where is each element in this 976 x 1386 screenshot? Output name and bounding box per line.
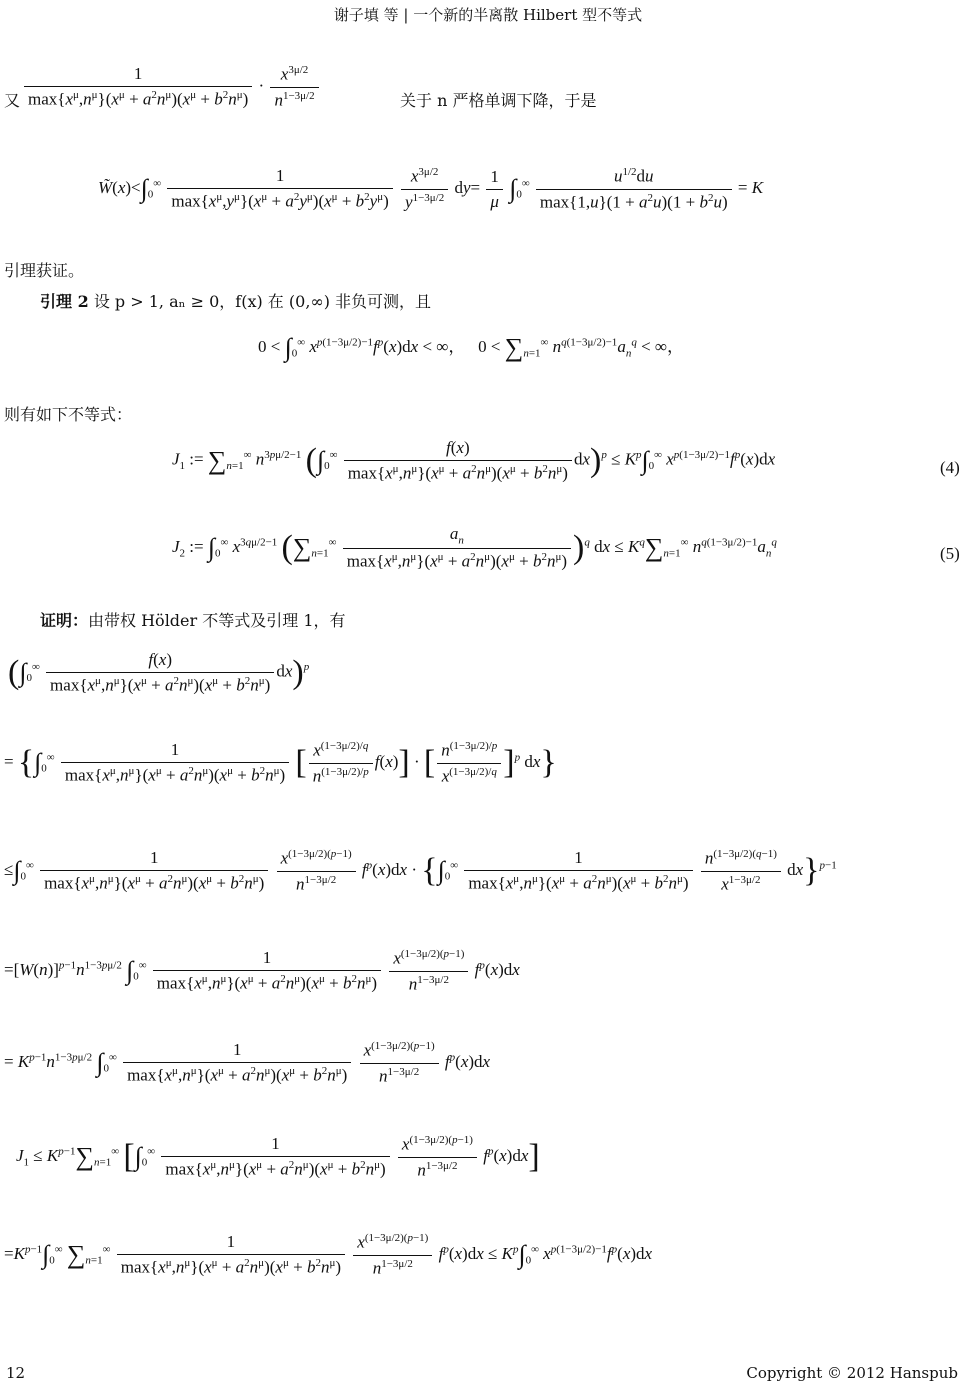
proof-step-2: = {$\int_0^\infty$ $\frac{1}{\max\{x^\mu,n^\mu\}(x^\mu + a^2n^\mu)(x^\mu + b^2n^\mu)}$ [ $\frac{x^{(1-3\mu/2)/q}}{n^{(1-3\mu/2)/p}}$ f(x)] · [ $\frac{n^{(1-3\mu/2)/p}}{x^{(1-3\mu/2)/q}}$ ]$^p$ dx} — [4, 740, 557, 786]
proof-step-6: $J_1 \le K^{p-1}\sum_{n=1}^\infty$ [$\int_0^\infty$ $\frac{1}{\max\{x^\mu,n^\mu\}(x^\mu + a^2n^\mu)(x^\mu + b^2n^\mu)}$ $\frac{x^{(1-3\mu/2)(p-1)}}{n^{1-3\mu/2}}$ $f^p(x)dx$] — [16, 1134, 540, 1180]
proof-step-5: = $K^{p-1}n^{1-3p\mu/2}$ $\int_0^\infty$ $\frac{1}{\max\{x^\mu,n^\mu\}(x^\mu + a^2n^\mu)(x^\mu + b^2n^\mu)}$ $\frac{x^{(1-3\mu/2)(p-1)}}{n^{1-3\mu/2}}$ $f^p(x)dx$ — [4, 1040, 491, 1086]
paragraph-inequalities: 则有如下不等式： — [4, 405, 133, 424]
paragraph-prefix: 又 — [4, 91, 21, 110]
paragraph-suffix: 关于 n 严格单调下降，于是 — [400, 91, 597, 110]
monotone-expression: $\frac{1}{\max\{x^\mu,n^\mu\}(x^\mu + a^2n^\mu)(x^\mu + b^2n^\mu)}$ · $\frac{x^{3\mu/2}}{n^{1-3\mu/2}}$ — [22, 64, 321, 110]
condition-inequality: $0 < \int_0^\infty$ $x^{p(1-3\mu/2)-1}f^p(x)dx$ < ∞， $0 < \sum_{n=1}^\infty$ $n^{q(1-3\mu/2)-1}a_n^q$ < ∞， — [258, 333, 685, 363]
lemma-2 — [40, 289, 431, 312]
proof-text: 由带权 Hölder 不等式及引理 1，有 — [88, 611, 346, 630]
equation-5-number: (5) — [940, 544, 960, 563]
equation-4: $J_1$ := $\sum_{n=1}^\infty$ $n^{3p\mu/2-1}$ ($\int_0^\infty$ $\frac{f(x)}{\max\{x^\mu,n^\mu\}(x^\mu + a^2n^\mu)(x^\mu + b^2n^\mu)}$ $dx)^p \le K^p\int_0^\infty$ $x^{p(1-3\mu/2)-1}f^p(x)dx$ — [172, 438, 776, 483]
copyright: Copyright © 2012 Hanspub — [746, 1364, 958, 1382]
paragraph-lemma-proved: 引理获证。 — [4, 261, 85, 280]
proof-step-3: $\le\int_0^\infty$ $\frac{1}{\max\{x^\mu,n^\mu\}(x^\mu + a^2n^\mu)(x^\mu + b^2n^\mu)}$ $\frac{x^{(1-3\mu/2)(p-1)}}{n^{1-3\mu/2}}$ $f^p(x)dx \cdot \{\int_0^\infty$ $\frac{1}{\max\{x^\mu,n^\mu\}(x^\mu + a^2n^\mu)(x^\mu + b^2n^\mu)}$ $\frac{n^{(1-3\mu/2)(q-1)}}{x^{1-3\mu/2}}$ dx}$^{p-1}$ — [4, 848, 837, 894]
lemma-2-text: 设 p > 1, aₙ ≥ 0，f(x) 在 (0,∞) 非负可测，且 — [93, 292, 432, 311]
w-equation: $W̃(x)<\int_0^\infty$ $\frac{1}{\max\{x^\mu,y^\mu\}(x^\mu + a^2y^\mu)(x^\mu + b^2y^\mu)}$ $\frac{x^{3\mu/2}}{y^{1-3\mu/2}}$ dy= $\frac{1}{\mu}$ $\int_0^\infty$ $\frac{u^{1/2}du}{\max\{1,u\}(1 + a^2u)(1 + b^2u)}$ = K — [98, 166, 764, 212]
equation-4-number: (4) — [940, 458, 960, 477]
proof-label: 证明： — [40, 611, 89, 630]
page-number: 12 — [6, 1364, 26, 1382]
proof-step-7: $=K^{p-1}\int_0^\infty$ $\sum_{n=1}^\infty$ $\frac{1}{\max\{x^\mu,n^\mu\}(x^\mu + a^2n^\mu)(x^\mu + b^2n^\mu)}$ $\frac{x^{(1-3\mu/2)(p-1)}}{n^{1-3\mu/2}}$ $f^p(x)dx \le K^p\int_0^\infty$ $x^{p(1-3\mu/2)-1}f^p(x)dx$ — [4, 1232, 653, 1278]
lemma-2-label: 引理 2 — [40, 292, 89, 311]
proof-step-4: $=[W(n)]^{p-1}n^{1-3p\mu/2}$ $\int_0^\infty$ $\frac{1}{\max\{x^\mu,n^\mu\}(x^\mu + a^2n^\mu)(x^\mu + b^2n^\mu)}$ $\frac{x^{(1-3\mu/2)(p-1)}}{n^{1-3\mu/2}}$ $f^p(x)dx$ — [4, 948, 520, 994]
running-header: 谢子填 等 | 一个新的半离散 Hilbert 型不等式 — [333, 6, 643, 24]
proof-step-1: ($\int_0^\infty$ $\frac{f(x)}{\max\{x^\mu,n^\mu\}(x^\mu + a^2n^\mu)(x^\mu + b^2n^\mu)}$ dx)$^p$ — [8, 650, 310, 695]
proof-intro — [40, 608, 346, 631]
equation-5: $J_2$ := $\int_0^\infty$ $x^{3q\mu/2-1}$ ($\sum_{n=1}^\infty$ $\frac{a_n}{\max\{x^\mu,n^\mu\}(x^\mu + a^2n^\mu)(x^\mu + b^2n^\mu)}$ )$^q$ dx ≤ $K^q\sum_{n=1}^\infty$ $n^{q(1-3\mu/2)-1}a_n^q$ — [172, 524, 777, 572]
